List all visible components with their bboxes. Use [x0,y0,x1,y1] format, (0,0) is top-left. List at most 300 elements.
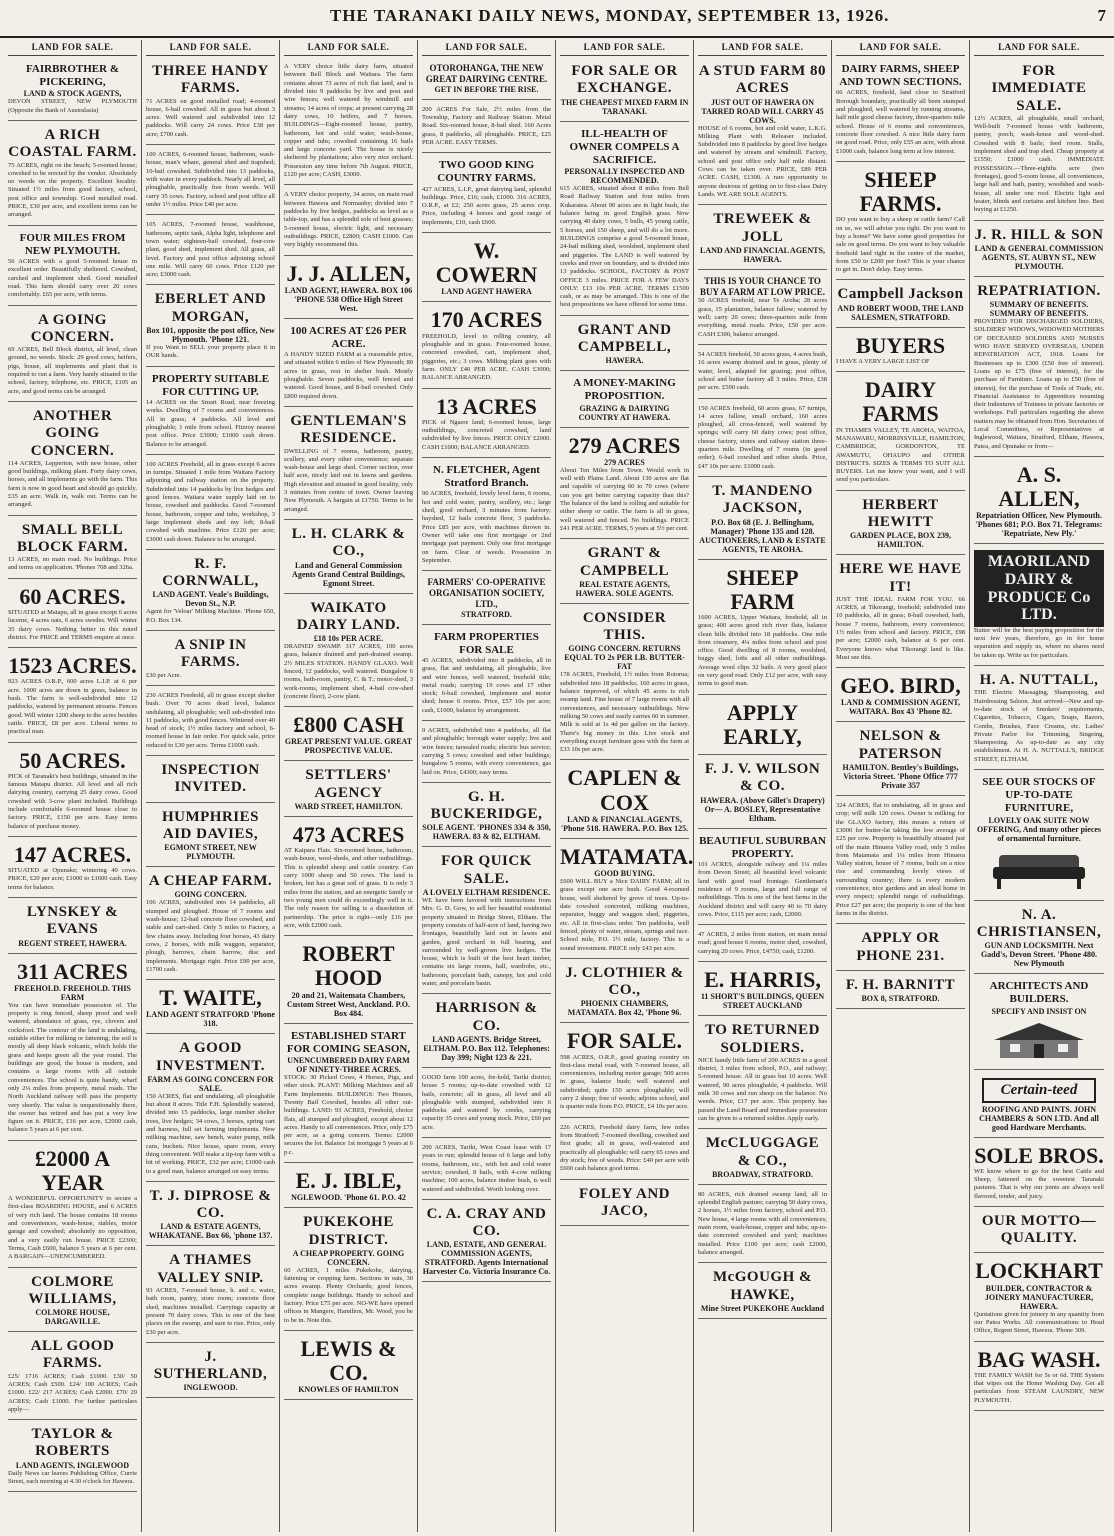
ad-headline: E. HARRIS, [704,967,821,993]
ad-headline: FOR QUICK SALE. [441,853,532,887]
advertisement [146,458,275,550]
advertisement [422,236,551,302]
advertisement [284,259,413,319]
ad-body: 71 ACRES on good metalled road; 4-roomed house, 6-bail cowshed. All in grass but about 3 acres. Well watered and subdivided into 12 paddocks. Will carry 24 cows. Price £38 per acre; £700 cash. [146,97,275,138]
ad-headline: 147 ACRES. [13,841,132,867]
ad-headline: CAPLEN & COX [567,765,682,815]
ad-body: 200 ACRES, Tariki, West Coast lease with 17 years to run; splendid house of 6 large and lofty rooms, bathroom, etc., with hot and cold water service; cowshed, 8 bails, with 4-cow milking machine; 100 acres, balance timber bush, is well watered and subdivided. Worth looking over. [422,1144,551,1193]
ad-body: AT Kaipara Flats. Six-roomed house, bathroom, wash-house, wool-sheds, and other outbuildings. This is splendid sheep and cattle country. Can carry 1000 sheep and 50 cows. The land is broken, but has a great soil of grass. It is only 3 miles from the station, and an energetic family or two young men could do exceedingly well in it. The only reason for selling is a dissolution of partnership. The price is right—only £16 per acre, with £2000 cash. [284,847,413,929]
ad-body: SITUATED at Matapu, all in grass except 6 acres lucerne, 4 acres oats, 6 acres swedes. Will winter 35 dairy cows. Nothing better in this noted district. For PRICE and TERMS enquire at once. [8,608,137,641]
ad-subheading: HAMILTON. Bentley's Buildings, Victoria Street. 'Phone Office 777 Private 357 [842,762,959,790]
advertisement [698,273,827,345]
advertisement [560,607,689,761]
ad-body: A HANDY SIZED FARM at a reasonable price, and situated within 6 miles of New Plymouth; 80 acres in grass, rest in shelter bush. Mostly ploughable. Seven paddocks, well fenced and watered. Good house, and 8-bail cowshed. Only £800 required down. [284,351,413,400]
ad-body: 324 ACRES, flat to undulating, all in grass and crop; will milk 120 cows. Owner is milking for the GLAXO factory, this means a return of £3000 for butter-fat taking the low average of £25 per cow. Property is beautifully situated just off the main Hinuera Valley road, only 5 miles from Matamata and 1¼ miles from Hinuera Valley station, house of 7 rooms, built on a nice rise and commanding lovely views of surrounding country; there is every modern convenience, nice gardens and an ideal home in every respect; splendid range of outbuildings. Price £27 per acre; the property is one of the best farms in the district. [836,801,965,917]
advertisement [146,983,275,1034]
advertisement [146,1346,275,1399]
section-heading: LAND FOR SALE. [8,40,137,56]
ad-body: PICK of Taranaki's best buildings, situated in the famous Matapu district. All level and all rich dairying country, carrying 25 dairy cows. Good cowshed with 3-cow plant included. Buildings include comfortable 6-roomed house close to factory. PRICE, £150 per acre. Easy terms balance of purchase money. [8,772,137,830]
ad-subheading: 20 and 21, Waitemata Chambers, Custom Street West, Auckland. P.O. Box 484. [287,990,410,1018]
ad-headline: C. A. CRAY AND CO. [426,1205,547,1240]
ad-subheading: ROOFING AND PAINTS. JOHN CHAMBERS & SON LTD. And all good Hardware Merchants. [979,1104,1099,1132]
advertisement [836,60,965,162]
ad-subheading: GOING CONCERN. RETURNS EQUAL TO 2s PER LB. BUTTER-FAT [564,644,685,672]
advertisement [698,348,827,399]
advertisement [974,224,1104,277]
ad-body: £600 WILL BUY a Nice DAIRY FARM; all in grass except one acre bush. Good 4-roomed house, well sheltered by grove of trees. Up-to-date cowshed concreted, milking machines, separator, buggy and waggon shed, piggeries, etc. All in first-class order. Ten paddocks, well fenced, plenty of water, stream, springs and race. School mile, P.O. 1½ mile, factory. This is a sound investment. PRICE only £43 per acre. [560,878,689,952]
advertisement [698,928,827,962]
advertisement [146,634,275,686]
ad-subheading: SOLE AGENT. 'PHONES 334 & 350, HAWERA. 83 & 82, ELTHAM. [422,823,551,842]
ad-body: 50 ACRES freehold, near Te Aroha; 28 acres grass, 15 plantation, balance fallow; watered by well; carry 20 cows; three-quarters mile from everything, metal roads. Price, £50 per acre. CASH £300, balance arranged. [698,297,827,338]
ad-subheading: JUST OUT OF HAWERA ON TARRED ROAD WILL CARRY 45 COWS. [701,97,824,125]
advertisement [560,763,689,838]
ad-subheading: GRAZING & DAIRYING COUNTRY AT HAWERA. [578,403,671,422]
column-3 [280,40,418,1532]
advertisement [146,370,275,455]
advertisement [698,1019,827,1129]
advertisement [974,1073,1104,1138]
advertisement [422,156,551,233]
ad-headline: DAIRY FARMS [862,377,939,427]
ad-body: WE know where to go for the best Cattle and Sheep, fattened on the sweetest Taranaki pastures. That is why our joints are always well flavored, tender, and juicy. [974,1167,1104,1200]
ad-body: THE Electric Massaging, Shampooing, and Hairdressing Saloon. Just arrived—New and up-to-date stock of Smokers' requirements, Cigarettes, Tobacco, Cigars, Soaps, Razors, Combs, Brushes, Face Creams, etc. Ladies' Private Parlor for Trimming, Singeing, Shampooing. As up-to-date as any city establishment. At H. A. NUTTALL'S, BRIDGE STREET, ELTHAM. [974,689,1104,763]
ad-body: You can have immediate possession of. The property is ring fenced, sheep proof and well watered, abundance of grass, rye, clovers and cocksfoot. The contour of the land is undulating, suitable either for milking or fattening; the soil is mostly all deep black volcanic, which holds the grass and keeps green all the year round. The buildings are good, the house is modern, and contains a large rooms with all outside conveniences. The school is quite handy, wharf only 2¼ miles from property, metal roads. The North Auckland railway will pass the property very shortly. The value is unquestionably there, the owner has retired and has put a very low figure on it. PRICE, £16 per acre, £2000 cash, balance 5 years at 6 per cent. [8,1001,137,1134]
ad-body: SITUATED at Opunake; wintering 40 cows. PRICE, £20 per acre; £1000 to £1600 cash. Easy terms for balance. [8,867,137,891]
advertisement [422,574,551,624]
advertisement [146,288,275,366]
ad-headline: APPLY OR PHONE 231. [856,930,945,964]
ad-subheading: WARD STREET, HAMILTON. [294,801,403,811]
ad-body: THE FAMILY WASH for 5s or 6d. THE System that wipes out the Home Washing Day. Get all particulars from STEAM LAUNDRY, NEW PLYMOUTH. [974,1371,1104,1404]
ad-headline: ARCHITECTS AND BUILDERS. [989,980,1089,1006]
advertisement [836,494,965,556]
advertisement [836,927,965,971]
column-8 [970,40,1108,1532]
ad-headline: 473 ACRES [292,821,405,847]
advertisement [698,402,827,478]
advertisement [836,799,965,924]
ad-headline: 100 ACRES AT £26 PER ACRE. [290,324,407,350]
advertisement [560,319,689,372]
ad-subheading: FREEHOLD. FREEHOLD. THIS FARM [14,983,131,1002]
advertisement [836,725,965,796]
advertisement [284,523,413,594]
advertisement [8,901,137,954]
ad-headline: ILL-HEALTH OF OWNER COMPELS A SACRIFICE. [569,127,680,166]
ad-subheading: LAND & STOCK AGENTS, [23,89,122,99]
advertisement [698,758,827,829]
ad-headline: 170 ACRES [430,307,543,333]
advertisement [284,710,413,761]
advertisement [146,1037,275,1182]
house-illustration [984,1020,1094,1060]
ad-subheading: HAWERA. (Above Gillet's Drapery) Or— A. BOSLEY, Representative Eltham. [700,795,825,823]
advertisement [836,375,965,491]
ad-headline: N. A. CHRISTIANSEN, [976,906,1102,940]
advertisement [698,832,827,926]
ad-headline: J. J. ALLEN, [286,260,411,286]
ad-body: Agent for 'Veloar' Milking Machine. 'Phone 650, P.O. Box 134. [146,608,275,624]
ad-headline: HARRISON & CO. [435,1000,538,1034]
advertisement [422,1203,551,1283]
ad-headline: MATAMATA. [560,843,694,869]
section-heading: LAND FOR SALE. [974,40,1104,56]
ad-headline: A GOING CONCERN. [30,311,115,345]
advertisement [8,1271,137,1333]
ad-subheading: NGLEWOOD. 'Phone 61. P.O. 42 [291,1193,406,1203]
ad-headline: F. J. V. WILSON & CO. [704,761,821,795]
ad-headline: J. SUTHERLAND, [153,1348,268,1383]
ad-headline: SMALL BELL BLOCK FARM. [16,521,129,555]
ad-headline: THREE HANDY FARMS. [152,63,269,97]
ad-headline: 60 ACRES. [19,583,126,609]
ad-body: 93 ACRES, 7-roomed house, h. and c. water, bath room, pantry, store room; concrete floor shed, machines installed. Carryings capacity at present 70 dairy cows. This is one of the best places on the swamp, and sure to rise. Price, only £30 per acre. [146,1286,275,1336]
ad-subheading: KNOWLES OF HAMILTON [298,1385,399,1395]
ad-body: A WONDERFUL OPPORTUNITY to secure a first-class BOARDING HOUSE, and 6 ACRES of very rich land. The house contains 18 rooms and conveniences, wash-house, stables, motor garage and cowshed; absolutely no opposition, and a very easily run house. PRICE £2300; Terms, Cash £600, balance 5 years at 6 per cent. A BARGAIN—UNENCUMBERED. [8,1195,137,1261]
ad-subheading: SUMMARY OF BENEFITS. SUMMARY OF BENEFITS. [989,300,1089,318]
newspaper-title: THE TARANAKI DAILY NEWS, MONDAY, SEPTEMBER 13, 1926. [330,6,890,25]
advertisement [422,461,551,571]
advertisement [284,1211,413,1331]
ad-subheading: £18 10s PER ACRE. [313,634,384,643]
advertisement [8,746,137,837]
ad-subheading: SPECIFY AND INSIST ON [991,1006,1087,1016]
advertisement [836,165,965,281]
ad-subheading: LAND & COMMISSION AGENT, WAITARA. Box 43 'Phone 82. [841,698,960,717]
ad-body: GOOD farm 100 acres, fre-hold, Tariki district; house 5 rooms; up-to-date cowshed with 12 bails, concrete; all in grass, all level and all ploughable with stumped, subdivided into 6 paddocks and watered by creeks, carrying capacity 35 cows and young stock. Price, £60 per acre. [422,1073,551,1131]
ad-headline: 50 ACRES. [19,747,126,773]
ad-body: 1600 ACRES, Upper Waitara, freehold, all in grass; 400 acres good rich river flats, balance clean hills divided into 18 paddocks. One mile from creamery, 4¼ miles from school and post office. Good dwelling of 8 rooms, woolshed, buggy shed, lofts and all other outbuildings. Average wool clips 32 bails. A very good place on very good road. Only £12 per acre, with easy terms to good man. [698,613,827,688]
ad-subheading: LAND & FINANCIAL AGENTS, 'Phone 518. HAWERA. P.O. Box 125. [560,814,689,833]
ad-subheading: LAND, ESTATE, AND GENERAL COMMISSION AGENTS, STRATFORD. Agents International Harvester Co. Victoria Insurance Co. [422,1240,551,1277]
advertisement [422,1071,551,1138]
ad-headline: ALL GOOD FARMS. [30,1338,115,1372]
section-heading: LAND FOR SALE. [284,40,413,56]
ad-body: 178 ACRES, Freehold, 1½ miles from Rotorua; subdivided into 18 paddocks; 160 acres in grass, balance improved, of which 45 acres is rich swamp land. Fine house of 7 large rooms with all conveniences, and necessary outbuildings. Now milking 50 cows and easily carries 60 in summer. Milk is sold at 1s 4d per gallon on the factory. There's big money in this. Live stock and everything except furniture goes with the farm at £33 10s per acre. [560,671,689,754]
advertisement [560,125,689,316]
ad-headline: PUKEKOHE DISTRICT. [303,1214,394,1248]
ad-headline: 1523 ACRES. [8,653,137,679]
advertisement [146,806,275,868]
ad-body: DEVON STREET, NEW PLYMOUTH (Opposite the Bank of Australasia) [8,98,137,114]
ad-headline: WAIKATO DAIRY LAND. [296,599,401,633]
advertisement [284,1166,413,1208]
ad-body: 150 ACRES freehold, 60 acres grass, 67 turnips, 14 acres fallow, small orchard, 160 acres ploughed, all cross-fenced, well watered by springs; will carry 60 dairy cows; post office, cheese factory, stores and railway station three-quarters mile. Dwelling of 7 rooms (in good order); 6-bail cowshed and other sheds. Price, £47 10s per acre. £1000 cash. [698,404,827,470]
ad-subheading: LAND AGENTS. Bridge Street, ELTHAM. P.O. Box 112. Telephones: Day 399; Night 123 & 221. [423,1034,550,1062]
ad-headline: TAYLOR & ROBERTS [31,1426,114,1460]
ad-subheading: PERSONALLY INSPECTED AND RECOMMENDED. [564,167,685,186]
ad-subheading: BROADWAY, STRATFORD. [712,1169,813,1179]
ad-subheading: 11 SHORT'S BUILDINGS, QUEEN STREET AUCKLAND [700,992,825,1011]
advertisement [8,651,137,742]
ad-body: 200 ACRES For Sale, 2½ miles from the Township, Factory and Railway Station. Metal Road. Six-roomed house, 8-bail shed. 160 Acres grass, 8 paddocks, all ploughable. PRICE, £25 PER ACRE. EASY TERMS. [422,105,551,146]
advertisement [284,820,413,936]
advertisement [422,997,551,1068]
ad-headline: FOUR MILES FROM NEW PLYMOUTH. [19,231,126,257]
ad-headline: TREWEEK & JOLL [713,211,812,245]
ad-headline: GRANT & CAMPBELL [579,545,669,579]
advertisement [698,1188,827,1264]
advertisement [284,410,413,520]
advertisement [560,374,689,427]
advertisement [8,1335,137,1420]
ad-body: £30 per Acre. [146,671,182,679]
ad-headline: ROBERT HOOD [302,941,395,991]
ad-subheading: P.O. Box 68 (E. J. Bellingham, Manager) 'Phone 135 and 128. AUCTIONEERS, LAND & ESTATE AGENTS, TE AROHA. [699,517,826,554]
ad-body: Butter will be the best paying proposition for the next few years, therefore, go in for home separation and supply us, where no shares need be taken up. Write us for particulars. [974,626,1104,659]
ad-headline: McCLUGGAGE & CO., [705,1135,820,1169]
advertisement [8,957,137,1141]
ad-subheading: A CHEAP PROPERTY. GOING CONCERN. [292,1248,405,1267]
advertisement [8,405,137,516]
ad-body: DO you want to buy a sheep or cattle farm? Call on us, we will advise you right. Do you want to buy a home? We have some good properties for sale on good terms. Do you want to buy valuable freehold land right in the centre of the market, from £50 to £200 per foot? This is your chance to get in. Don't delay. Easy terms. [836,216,965,274]
ad-headline: 311 ACRES [17,958,128,984]
ad-headline: A THAMES VALLEY SNIP. [157,1252,264,1286]
advertisement [8,309,137,402]
ad-headline: McGOUGH & HAWKE, [712,1269,813,1303]
advertisement [974,1256,1104,1341]
ad-body: 100 ACRES Freehold, all in grass except 6 acres in turnips. Situated 1 mile from Waitara Factory adjoining and railway station on the property. Subdivided into 14 paddocks by live hedges and good fences. Waitara water supply laid on to house, cowshed and paddocks. Good 7-roomed house, bathroom, copper and tubs, workshop, 3 large implement sheds and my loft; 8-bail cowshed with machine. Price £120 per acre; £3000 cash down. Balance to be arranged. [146,460,275,543]
ad-subheading: GARDEN PLACE, BOX 239, HAMILTON. [849,531,952,550]
ad-body: DRAINED SWAMP. 317 ACRES, 100 acres grass, balance drained and part-drained swamp. 2½ MILES STATION. HANDY GLAXO. Well fenced, 12 paddocks, well watered. Bungalow 6 rooms, bath-room, pantry, C. & T.; motor-shed, 3 work-rooms, implement shed, 4-bail cow-shed (concrete floor), 2-cow plant. [284,643,413,700]
advertisement [8,124,137,226]
ad-body: 45 ACRES, subdivided into 8 paddocks, all in grass, flat and undulating, all ploughable, live and wire fences, well watered, freehold title; metal roads; carrying 19 cows and 17 other stock; 6-bail cowshed, implement and motor shed; house 6 rooms. Price, £57 10s per acre; cash, £1000, balance by arrangement. [422,656,551,714]
advertisement [146,60,275,145]
advertisement [974,547,1104,666]
advertisement [8,519,137,579]
advertisement [422,392,551,458]
column-5 [556,40,694,1532]
ad-body: 114 ACRES, Lepperton, with new house, other good buildings, milking plant. Forty dairy cows, horses, and all implements go with the farm. This farm is now in good heart and should go quickly. £35 an acre. Walk in, walk out. Terms can be arranged. [8,459,137,509]
advertisement [836,331,965,373]
ad-headline: SHEEP FARMS. [859,166,942,217]
ad-subheading: REAL ESTATE AGENTS, HAWERA. SOLE AGENTS. [575,579,674,598]
advertisement [560,1183,689,1227]
ad-body: 56 ACRES with a good 5-roomed house in excellent order. Beautifully sheltered. Cowshed, carshed and implement shed. Good metalled road. This farm should carry over 20 cows comfortably. £65 per acre, with terms. [8,258,137,299]
ad-subheading: REGENT STREET, HAWERA. [18,938,127,948]
advertisement [836,974,965,1009]
ad-subheading: A LOVELY ELTHAM RESIDENCE. [422,887,551,897]
advertisement [698,965,827,1016]
advertisement [560,431,689,540]
ad-headline: BAG WASH. [977,1346,1101,1372]
ad-body: 60 ACRES, 1 miles Pukekohe, dairying, fattening or cropping farm. Sections in oats, 30 acres swamp. Plenty Orchards; good fences, complete range buildings. Handy to school and factory. Price £75 per acre. NO-WE have opened offices in Mangere, Hamilton, Mr. Wood, you be to be in. Note this. [284,1266,413,1324]
ad-headline: SHEEP FARM [726,564,799,614]
advertisement [422,628,551,722]
ad-subheading: EGMONT STREET, NEW PLYMOUTH. [164,843,257,862]
ad-headline: OTOROHANGA, THE NEW GREAT DAIRYING CENTRE. [425,63,548,84]
ad-headline: ANOTHER GOING CONCERN. [30,408,115,459]
ad-headline: HERE WE HAVE IT! [839,561,962,595]
ad-body: 69 ACRES, Bell Block district, all level, clean ground, no weeds. Stock: 29 good cows, heifers, pigs, house, all implements and plant that is required to run a farm. Very handy situated to the school, factory, telephone, etc. PRICE, £105 an acre, and good terms can be arranged. [8,346,137,395]
ad-subheading: BOX 8, STRATFORD. [861,994,940,1004]
ad-subheading: FARM AS GOING CONCERN FOR SALE. [147,1074,274,1093]
ad-headline: THIS IS YOUR CHANCE TO BUY A FARM AT LOW PRICE. [699,275,825,297]
ad-body: 90 ACRES, freehold, lovely level farm, 6 rooms, hot and cold water, pantry, scullery, etc.; large shed, good orchard, 3 minutes from factory; hayshed, 12 bails concrete floor, 3 paddocks. Price £85 per acre, with machines thrown in. Owner will take one first mortgage or 2nd mortgage part payment. Only one first mortgage on farm. Clear of weeds. Possession in September. [422,490,551,564]
ad-body: DWELLING of 7 rooms, bathroom, pantry, scullery, and every other convenience; separate wash-house and large shed. Corner section, over half acre, nicely laid out in lawns and gardens. High elevation and situated in good locality, only 3 minutes from centre of town. Owner leaving New Plymouth. A bargain at £1750. Terms to be arranged. [284,447,413,513]
ad-headline: REPATRIATION. [977,282,1101,299]
ad-headline: A GOOD INVESTMENT. [156,1040,265,1074]
ad-body: WE have been favored with instructions from Mrs. G. D. Gow, to sell her beautiful residential property situated in Bridge Street, Eltham. The property consists of half-acre of land, having two frontages, beautifully laid out in lawns and garden, good orchard in full bearing, and surrounded by well-grown live hedges. The house, which is built of the best heart timber, contains six large rooms, hall, wardrobe, etc., bathroom, porcelain bath, canopy, hot and cold water, and porcelain basin. [422,896,551,988]
advertisement [836,558,965,668]
ad-headline: GENTLEMAN'S RESIDENCE. [290,413,407,447]
ad-headline: BEAUTIFUL SUBURBAN PROPERTY. [699,834,826,860]
ad-headline: 279 ACRES [568,432,681,458]
ad-body: £25/ 1716 ACRES; Cash £1000. £30/ 50 ACRES; Cash £500. £24/ 100 ACRES; Cash £1000. £22/ 217 ACRES; Cash £2000. £70/ 29 ACRES; Cash £1000. For further particulars apply— [8,1372,137,1413]
ad-subheading: LAND AGENT HAWERA [441,287,532,297]
ad-body: 615 ACRES, situated about 8 miles from Bell Road Railway Station and four miles from Kukaratea. About 90 acres are in light bush, the balance being in good English grass. Now carrying 40 dairy cows, 5 bulls, 45 young cattle, 5 horses, and 150 sheep, and will do a lot more. BUILDINGS comprise a good 5-roomed house, 24-bail milking shed, woolshed, implement shed and piggeries. The LAND is well watered by creeks and river on boundary, and is divided into 13 paddocks. SCHOOL, FACTORY & POST OFFICE 3 miles. PRICE FOR A FEW DAYS ONLY: £13 10s PER ACRE. TERMS £1500 cash, or as may be arranged. This is one of the best propositions we have offered for some time. [560,185,689,309]
advertisement [698,1132,827,1185]
ad-subheading: LAND AGENTS, INGLEWOOD [15,1460,130,1470]
ad-headline: £2000 A YEAR [34,1145,111,1195]
ad-headline: Campbell Jackson [837,286,964,303]
columns [4,40,1110,1532]
advertisement [284,1027,413,1164]
advertisement [284,188,413,255]
ad-headline: COLMORE WILLIAMS, [28,1273,117,1307]
advertisement [146,148,275,215]
ad-subheading: GOING CONCERN. [174,890,247,900]
advertisement [974,280,1104,457]
ad-body: FREEHOLD, level to rolling country, all ploughable and in grass. Four-roomed house, concreted cowshed, cart, implement shed, piggeries, etc.; 3 cows. Milking plant goes with farm. ONLY £40 PER ACRE. CASH £3000; BALANCE ARRANGED. [422,332,551,382]
ad-headline: T. MANDENO JACKSON, [712,483,813,517]
ad-headline: EBERLET AND MORGAN, [154,291,267,325]
column-4 [418,40,556,1532]
advertisement [698,563,827,695]
ad-body: 9 ACRES, subdivided into 4 paddocks, all flat and ploughable; borough water supply; live and wire fences; tarsealed roads; electric bus service; carrying 5 cows; cowshed and other buildings; bungalow 5 rooms, with every convenience, gas laid on. Price, £4300; easy terms. [422,727,551,776]
ad-headline: APPLY EARLY, [723,699,802,749]
ad-subheading: PHOENIX CHAMBERS, MATAMATA. Box 42, 'Phone 96. [567,999,682,1018]
ad-headline: HERBERT HEWITT [862,496,939,530]
sofa-illustration [989,847,1089,891]
section-heading: LAND FOR SALE. [560,40,689,56]
ad-body: I HAVE A VERY LARGE LIST OF [836,357,930,365]
advertisement [560,842,694,959]
advertisement [284,60,413,185]
section-heading: LAND FOR SALE. [698,40,827,56]
ad-body: PICK of Ngaere land; 6-roomed house, large outbuildings, concreted cowshed, land subdivided by live fences. PRICE ONLY £2000. CASH £1000; BALANCE ARRANGED. [422,418,551,451]
ad-headline: Certain-teed [982,1078,1096,1103]
ad-body: NICE handy little farm of 200 ACRES in a good district, 3 miles from school, P.O., and railway; 5-roomed house. All in grass but 10 acres. Well watered, 90 acres ploughable, 4 paddocks. Will milk 30 cows and run sheep on the balance. No weeds. Price, £17 per acre. This property has passed the Land Board and immediate possession can be given to a returned soldier. Apply early. [698,1056,827,1122]
advertisement [422,850,551,994]
ad-subheading: COLMORE HOUSE, DARGAVILLE. [35,1308,110,1327]
page-number: 7 [1097,6,1106,25]
ad-headline: FOLEY AND JACO, [578,1185,671,1219]
ad-headline: E. J. IBLE, [295,1168,402,1194]
ad-body: 100 ACRES, 6-roomed house, bathroom, wash-house, man's whare, general shed and trapshed; 10-bail cowshed. Subdivided into 13 paddocks, with water in every paddock. Nearly all level, all ploughable, practically free from weeds. Will carry 35 cows. Factory, school and post office all under 1½ miles. Price £40 per acre. [146,151,275,208]
ad-body: 230 ACRES Freehold, all in grass except shelter bush. Over 70 acres dead level, balance undulating, all ploughable; well sub-divided into 11 paddocks, with good fences. Wintered over 40 head of stock; 1½ miles factory and school, 6-roomed house in fair order. For quick sale, price reduced to £30 per acre. Terms £1000 cash. [146,691,275,749]
advertisement [974,977,1104,1069]
ad-subheading: LAND AGENT STRATFORD 'Phone 318. [146,1010,275,1029]
masthead [0,0,1114,38]
ad-headline: GRANT AND CAMPBELL, [577,321,672,355]
ad-headline: OUR MOTTO—QUALITY. [981,1212,1097,1247]
ad-body: JUST THE IDEAL FARM FOR YOU. 66 ACRES, at Tikorangi, freehold; subdivided into 10 paddocks, all in grass; 8-bail cowshed, bath, house 7 rooms, bathroom, every convenience; 1½ miles from school and factory. PRICE, £98 per acre; £2000 cash, balance at 6 per cent. Everyone knows what Tikorangi land is like. Must see this. [836,595,965,661]
advertisement [698,1266,827,1319]
ad-headline: J. R. HILL & SON [974,226,1104,243]
advertisement [698,60,827,205]
ad-body: 923 ACRES O.R.P., 600 acres L.I.P. at 6 per acre. 1000 acres are down in grass, balance in bush. The farm is well-subdivided into 12 paddocks, watered by permanent streams. Fences good. Will winter 1200 sheep to the acres besides cattle. PRICE, £8 per acre. Liberal terms to practical man. [8,678,137,736]
advertisement [560,60,689,122]
ad-headline: R. F. CORNWALL, [162,555,259,590]
ad-headline: T. J. DIPROSE & CO. [149,1187,272,1222]
ad-subheading: LAND & ESTATE AGENTS, WHAKATANE. Box 66, 'phone 137. [148,1222,273,1241]
ad-headline: PROPERTY SUITABLE FOR CUTTING UP. [151,372,270,398]
advertisement [284,322,413,407]
ad-headline: A RICH COASTAL FARM. [8,127,137,161]
ad-body: 47 ACRES, 2 miles from station, on main metal road; good house 6 rooms, motor shed, cowshed, carrying 20 cows. Price, £4750; cash, £1200. [698,931,827,955]
advertisement [146,870,275,980]
ad-subheading: GET IN BEFORE THE RISE. [434,84,539,94]
advertisement [146,553,275,631]
ad-headline: A MONEY-MAKING PROPOSITION. [573,377,676,403]
ad-headline: W. COWERN [435,238,538,288]
ad-headline: H. A. NUTTALL, [979,672,1099,688]
advertisement [284,764,413,817]
ad-headline: SEE OUR STOCKS OF UP-TO-DATE FURNITURE, [982,776,1096,815]
ad-body: 226 ACRES, Freehold dairy farm, few miles from Stratford; 7-roomed dwelling, cowshed and first grade; all in grass, well-watered and practically all ploughable; will carry 65 cows and dry stock; free of weeds. Price: £40 per acre with £600 cash balance good terms. [560,1123,689,1173]
ad-headline: A SNIP IN FARMS. [174,637,247,671]
ad-headline: DAIRY FARMS, SHEEP AND TOWN SECTIONS. [839,63,962,89]
advertisement [8,1144,137,1268]
advertisement [422,724,551,783]
ad-headline: FAIRBROTHER & PICKERING, [26,63,119,89]
ad-body: A VERY choice property, 34 acres, on main road between Hawera and Normanby; divided into 7 paddocks by live hedges, paddocks as level as a table-top, and has a splendid sole of best grasses; 5-roomed house, electric light, and necessary outbuildings. PRICE, £2800; CASH £1000. Can very highly recommend this. [284,191,413,249]
ad-body: Quotations given for joinery in any quantity from our Patea Works. All communications to Head Office, Regent Street, Hawera. 'Phone 309. [974,1310,1104,1335]
advertisement [974,669,1104,770]
advertisement [284,939,413,1023]
ad-headline: SOLE BROS. [974,1142,1104,1168]
advertisement [560,542,689,604]
ad-subheading: Repatriation Officer, New Plymouth. 'Phones 681; P.O. Box 71. Telegrams: 'Repatriate, New Ply.' [975,511,1103,539]
ad-body: 105 ACRES, 7-roomed house, washhouse, bathroom, septic tank, Alpha light, telephone and town water; eighteen-bail cowshed, four-cow plant, good shed, implement shed. All grass, all level. Factory and post office adjoining school one mile. Will carry 60 cows. Price £120 per acre; £3000 cash. [146,221,275,279]
ad-subheading: GREAT PRESENT VALUE. GREAT PROSPECTIVE VALUE. [284,737,413,756]
advertisement [698,698,827,755]
advertisement [8,582,137,648]
ad-subheading: Land and General Commission Agents Grand Central Buildings, Egmont Street. [292,560,405,588]
advertisement [146,1249,275,1342]
ad-body: If you Want to SELL your property place it in OUR hands. [146,343,275,360]
advertisement [974,1141,1104,1207]
advertisement [8,60,137,121]
advertisement [974,904,1104,975]
ad-headline: BUYERS [855,332,946,358]
ad-subheading: GOOD BUYING. [594,869,655,878]
ad-subheading: AND ROBERT WOOD, THE LAND SALESMEN, STRATFORD. [837,303,964,322]
ad-headline: TWO GOOD KING COUNTRY FARMS. [437,159,536,185]
ad-headline: 13 ACRES [436,393,537,419]
ad-body: 106 ACRES, subdivided into 14 paddocks, all stumped and ploughed. House of 7 rooms and wash-house; 12-bail concrete floor cowshed, and stable and cart-shed. Only 5 miles to Factory, a few chains away. Including four horses, 43 dairy cows, 2 horses, with milk waggon, separator, plough, harrows, chain harrow, disc and implements. Mortgage right. Price £90 per acre, £1700 cash. [146,899,275,973]
ad-headline: LEWIS & CO. [300,1335,397,1386]
advertisement [422,305,551,388]
ad-subheading: STRATFORD. [461,609,512,619]
ad-headline: L. H. CLARK & CO., [291,526,406,560]
advertisement [974,60,1104,221]
ad-body: Daily News car leaves Publishing Office, Currie Street, each morning at 4.30 o'clock for Hawera. [8,1469,137,1485]
ad-subheading: GUN AND LOCKSMITH. Next Gadd's, Devon Street. 'Phone 480. New Plymouth [980,941,1098,969]
ad-headline: TO RETURNED SOLDIERS. [705,1022,820,1056]
ad-headline: CONSIDER THIS. [582,609,667,644]
advertisement [974,1345,1104,1411]
advertisement [698,208,827,270]
ad-body: PROVIDED FOR DISCHARGED SOLDIERS, SOLDIERS' WIDOWS, WIDOWED MOTHERS OF DECEASED SOLDIERS AND NURSES WHO HAVE SERVED OVERSEAS, UNDER REPATRIATION ACT, 1918. Loans for Businesses up to £300 (£50 free of interest). Loans up to £75 (free of interest), for the purchase of Furniture. Loans up to £50 (free of interest), for the purchase of Tools of Trade, etc. Financial Assistance to Apprentices resuming their Indentures of Trainees in private factories or workshops. Full particulars regarding the above matters may be obtained from Hon. Secretaries of Local Committees, or Representatives at Inglewood, Waitara, Stratford, Eltham, Hawera, Patea, and Opunake or from— [974,318,1104,450]
advertisement [974,1210,1104,1254]
ad-headline: FARM PROPERTIES FOR SALE [434,630,539,656]
section-heading: LAND FOR SALE. [146,40,275,56]
advertisement [422,103,551,154]
advertisement [146,218,275,285]
